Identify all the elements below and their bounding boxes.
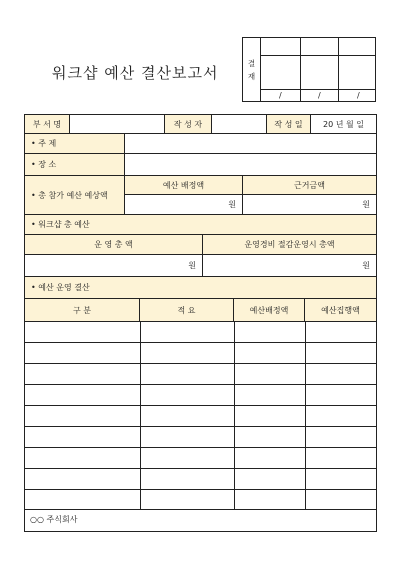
table-row[interactable] [25, 405, 376, 406]
op-total-field[interactable]: 원 [25, 255, 203, 276]
basis-amount-field[interactable]: 원 [362, 200, 370, 209]
date-label: 작 성 일 [267, 115, 311, 133]
approval-slash-2: / [318, 91, 321, 100]
subject-field[interactable] [125, 134, 376, 153]
table-row[interactable] [25, 468, 376, 469]
table-row[interactable] [25, 342, 376, 343]
col-summary: 적 요 [140, 299, 234, 321]
table-row[interactable] [25, 489, 376, 490]
col-category: 구 분 [25, 299, 140, 321]
company-name: ○○ 주식회사 [30, 515, 78, 524]
author-label: 작 성 자 [165, 115, 212, 133]
settlement-label: • 예산 운영 결산 [25, 277, 376, 298]
table-row[interactable] [25, 384, 376, 385]
dept-field[interactable] [70, 115, 165, 133]
col-executed: 예산집행액 [305, 299, 376, 321]
subject-label: • 주 제 [25, 134, 125, 153]
op-saving-field[interactable]: 원 [362, 261, 370, 270]
approval-box [242, 37, 376, 102]
table-row[interactable] [25, 363, 376, 364]
approval-slash-3: / [357, 91, 360, 100]
table-row[interactable] [25, 447, 376, 448]
op-saving-label: 운영경비 절감운영시 총액 [203, 235, 376, 254]
budget-allocated-label: 예산 배정액 [125, 176, 243, 195]
table-row[interactable] [25, 426, 376, 427]
dept-label: 부 서 명 [25, 115, 70, 133]
approval-label-text: 결 재 [247, 58, 256, 81]
place-field[interactable] [125, 154, 376, 175]
author-field[interactable] [212, 115, 267, 133]
budget-allocated-field[interactable]: 원 [125, 195, 243, 214]
workshop-total-label: • 워크샵 총 예산 [25, 215, 376, 234]
page-title: 워크샵 예산 결산보고서 [52, 64, 219, 82]
date-field[interactable]: 20 년 월 일 [323, 119, 364, 129]
expected-label: • 총 참가 예산 예상액 [25, 176, 125, 214]
report-form [24, 114, 377, 532]
col-allocated: 예산배정액 [234, 299, 305, 321]
place-label: • 장 소 [25, 154, 125, 175]
approval-label [243, 38, 261, 101]
basis-amount-label: 근거금액 [243, 176, 376, 195]
table-row[interactable] [25, 509, 376, 510]
approval-slash-1: / [279, 91, 282, 100]
op-total-label: 운 영 총 액 [25, 235, 203, 254]
